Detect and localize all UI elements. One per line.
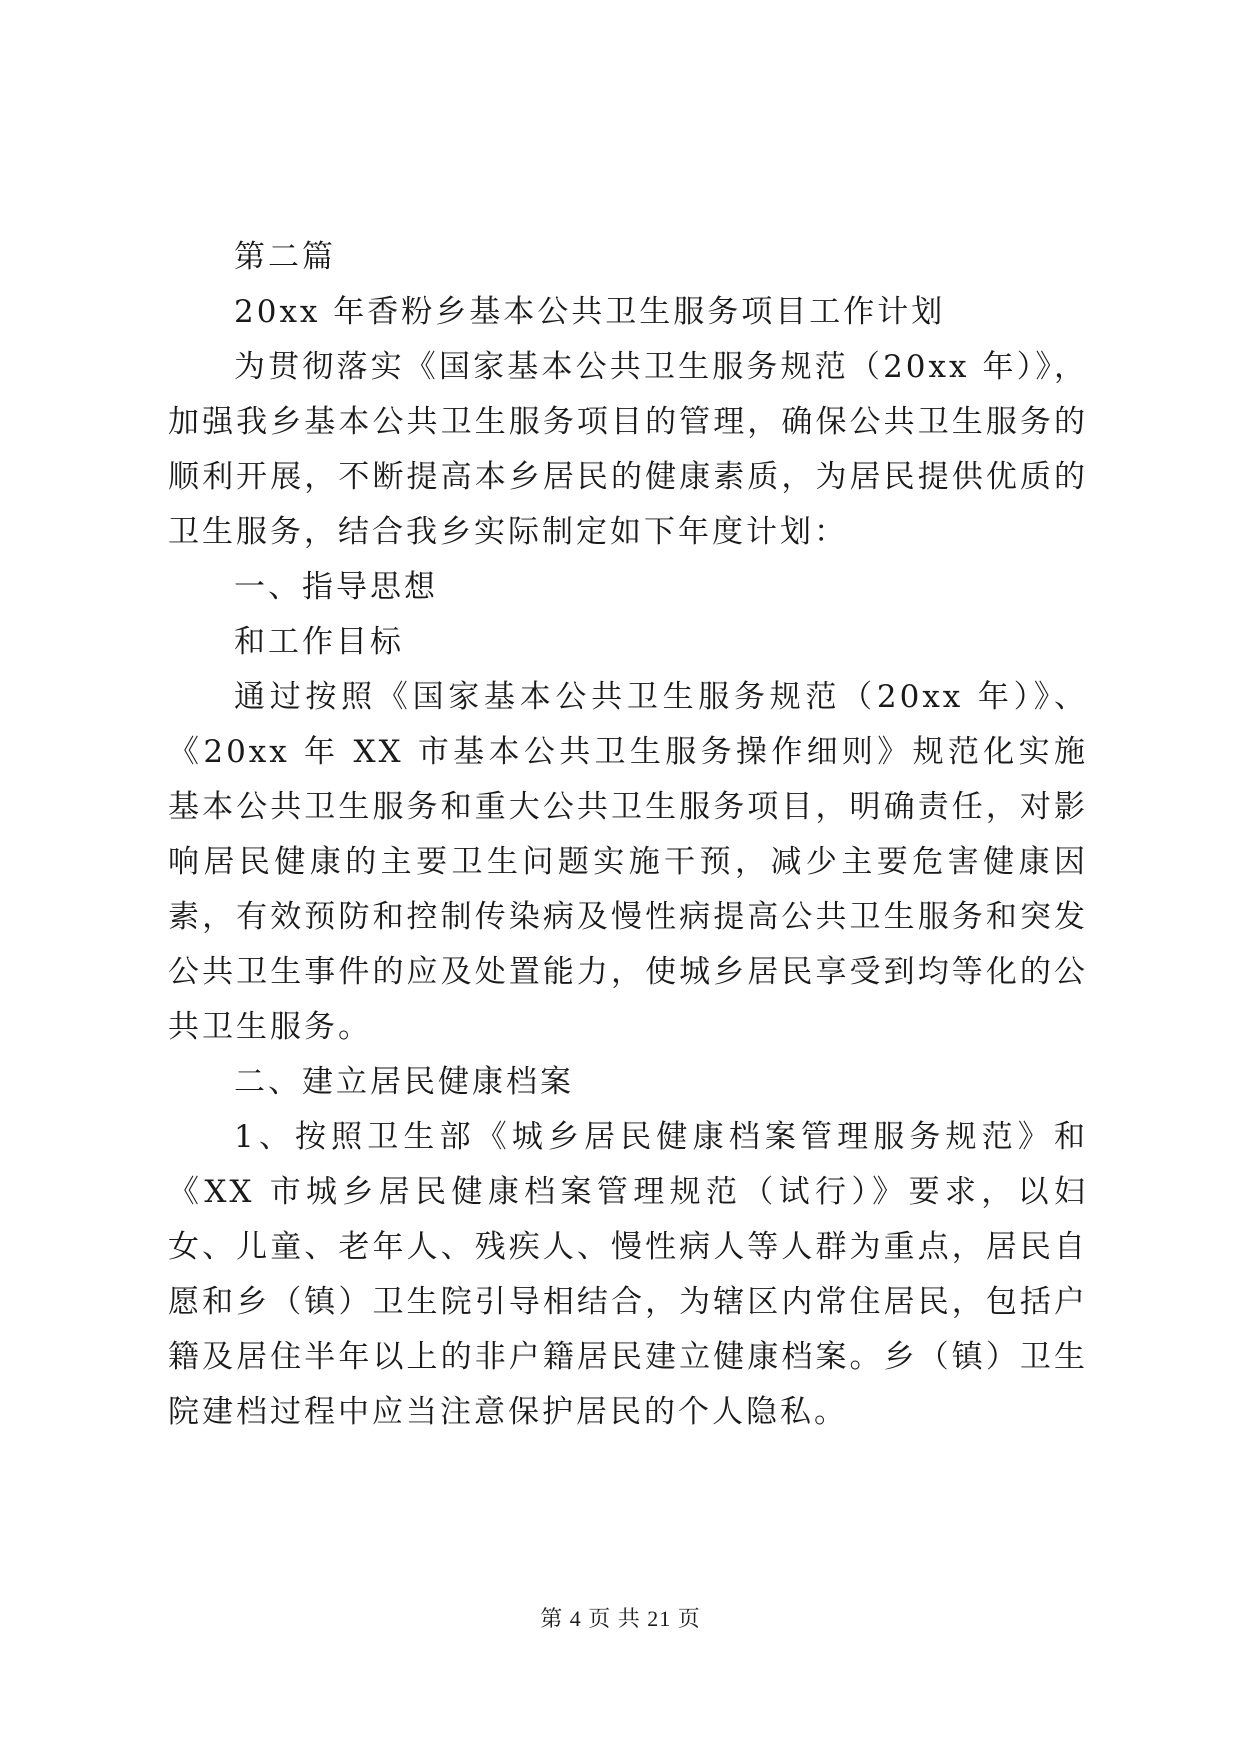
section-two-paragraph: 1、按照卫生部《城乡居民健康档案管理服务规范》和《XX 市城乡居民健康档案管理规范（试行）》要求，以妇女、儿童、老年人、残疾人、慢性病人等人群为重点，居民自愿和乡（镇）卫生院引导相结合，为辖区内常住居民，包括户籍及居住半年以上的非户籍居民建立健康档案。乡（镇）卫生院建档过程中应当注意保护居民的个人隐私。	[168, 1119, 1088, 1430]
page-footer: 第 4 页 共 21 页	[540, 1606, 701, 1631]
section-two-heading: 二、建立居民健康档案	[234, 1064, 574, 1100]
intro-paragraph: 为贯彻落实《国家基本公共卫生服务规范（20xx 年）》，加强我乡基本公共卫生服务项目的管理，确保公共卫生服务的顺利开展，不断提高本乡居民的健康素质，为居民提供优质的卫生服务，结合我乡实际制定如下年度计划：	[168, 349, 1088, 550]
document-title: 20xx 年香粉乡基本公共卫生服务项目工作计划	[234, 294, 946, 330]
section-one-heading: 一、指导思想	[234, 569, 438, 605]
section-heading: 第二篇	[234, 239, 336, 275]
section-one-paragraph: 通过按照《国家基本公共卫生服务规范（20xx 年）》、《20xx 年 XX 市基本公共卫生服务操作细则》规范化实施基本公共卫生服务和重大公共卫生服务项目，明确责任，对影响居民健康的主要卫生问题实施干预，减少主要危害健康因素，有效预防和控制传染病及慢性病提高公共卫生服务和突发公共卫生事件的应及处置能力，使城乡居民享受到均等化的公共卫生服务。	[168, 679, 1088, 1045]
document-body	[168, 230, 1088, 1440]
section-one-subheading: 和工作目标	[234, 624, 404, 660]
